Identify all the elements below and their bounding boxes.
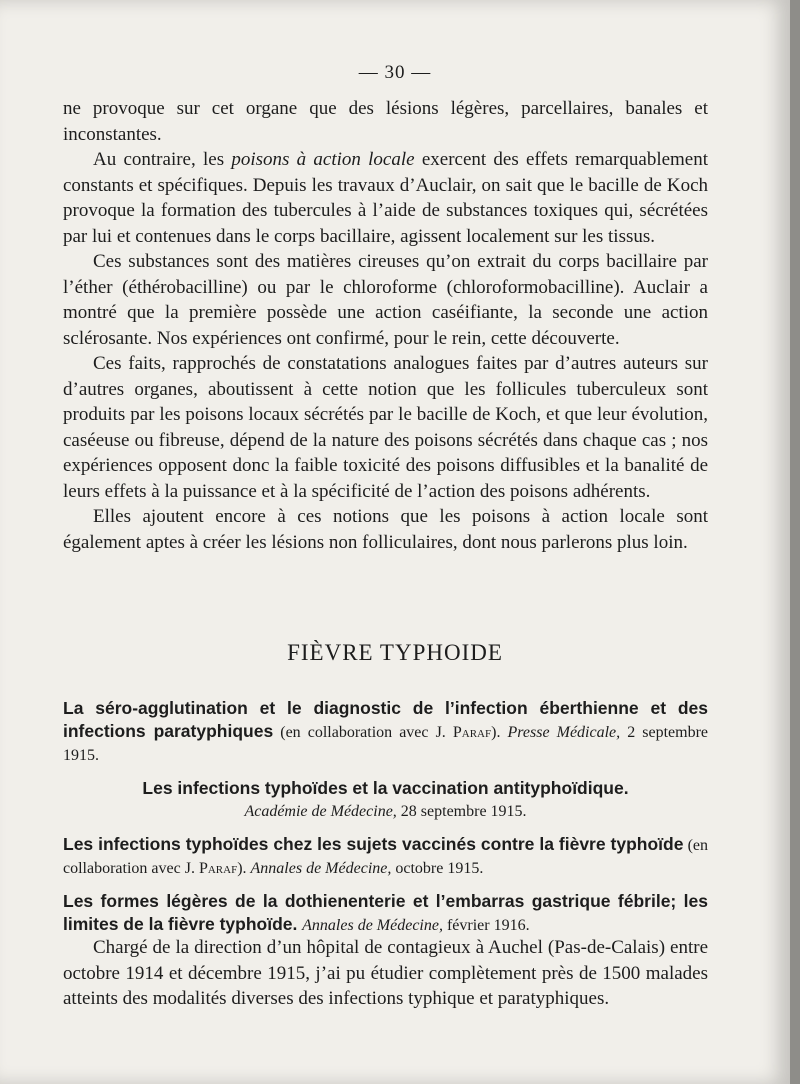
paragraph-2 bbox=[63, 147, 708, 249]
page-number: — 30 — bbox=[358, 62, 432, 83]
reference-coauthor: Paraf bbox=[452, 724, 492, 741]
reference-title: La séro-agglutination et le diagnostic de l’infection éberthienne et des infections paratyphiques bbox=[63, 698, 708, 741]
paragraph-2-emphasis: poisons à action locale bbox=[231, 149, 415, 170]
reference-list bbox=[63, 697, 708, 947]
paragraph-5: Elles ajoutent encore à ces notions que les poisons à action locale sont également aptes à créer les lésions non folliculaires, dont nous parlerons plus loin. bbox=[63, 506, 708, 553]
reference-2 bbox=[63, 777, 708, 823]
reference-title: Les infections typhoïdes et la vaccination antityphoïdique. bbox=[142, 778, 629, 798]
final-paragraph: Chargé de la direction d’un hôpital de contagieux à Auchel (Pas-de-Calais) entre octobre 1914 et décembre 1915, j’ai pu étudier complètement près de 1500 malades atteints des modalités diverses des infections typhique et paratyphiques. bbox=[63, 937, 708, 1009]
reference-journal: Académie de Médecine, bbox=[244, 803, 397, 820]
paragraph-2-end: exercent des effets remarquablement constants et spécifiques. Depuis les travaux d’Auclair, on sait que le bacille de Koch provoque la formation des tubercules à l’aide de substances toxiques qui, sécrétées par lui et contenues dans le corps bacillaire, agissent localement sur les tissus. bbox=[63, 149, 709, 247]
reference-journal: Annales de Médecine, bbox=[302, 917, 443, 934]
reference-4 bbox=[63, 890, 708, 937]
paragraph-1: ne provoque sur cet organe que des lésions légères, parcellaires, banales et inconstantes. bbox=[63, 98, 708, 145]
reference-note-end: ). bbox=[491, 724, 508, 741]
reference-date: février 1916. bbox=[442, 917, 530, 934]
reference-journal: Annales de Médecine, bbox=[250, 860, 392, 877]
reference-note: (en collaboration avec J. bbox=[273, 724, 453, 741]
section-title: FIÈVRE TYPHOIDE bbox=[287, 640, 503, 665]
reference-journal: Presse Médicale, bbox=[507, 724, 621, 741]
page-edge bbox=[790, 0, 800, 1084]
reference-3 bbox=[63, 833, 708, 880]
reference-note-end: ). bbox=[237, 860, 251, 877]
paragraph-2-start: Au contraire, les bbox=[93, 149, 232, 170]
final-text bbox=[63, 935, 708, 1012]
reference-title: Les formes légères de la dothienenterie et l’embarras gastrique fébrile; les limites de la fièvre typhoïde. bbox=[63, 891, 708, 934]
paragraph-4: Ces faits, rapprochés de constatations analogues faites par d’autres auteurs sur d’autres organes, aboutissent à cette notion que les follicules tuberculeux sont produits par les poisons locaux sécrétés par le bacille de Koch, et que leur évolution, caséeuse ou fibreuse, dépend de la nature des poisons sécrétés dans chaque cas ; nos expériences opposent donc la faible toxicité des poisons diffusibles et la banalité de leurs effets à la puissance et à la spécificité de l’action des poisons adhérents. bbox=[63, 353, 708, 502]
reference-date: 28 septembre 1915. bbox=[396, 803, 527, 820]
body-text bbox=[63, 96, 708, 555]
reference-title: Les infections typhoïdes chez les sujets vaccinés contre la fièvre typhoïde bbox=[63, 834, 684, 854]
paragraph-3: Ces substances sont des matières cireuses qu’on extrait du corps bacillaire par l’éther (éthérobacilline) ou par le chloroforme (chloroformobacilline). Auclair a montré que la première possède une action caséifiante, la seconde une action sclérosante. Nos expériences ont confirmé, pour le rein, cette découverte. bbox=[63, 251, 708, 349]
reference-1 bbox=[63, 697, 708, 767]
reference-date: 2 septembre 1915. bbox=[63, 724, 709, 764]
reference-date: octobre 1915. bbox=[391, 860, 484, 877]
reference-coauthor: Paraf bbox=[198, 860, 238, 877]
reference-note: (en collaboration avec J. bbox=[63, 837, 708, 877]
